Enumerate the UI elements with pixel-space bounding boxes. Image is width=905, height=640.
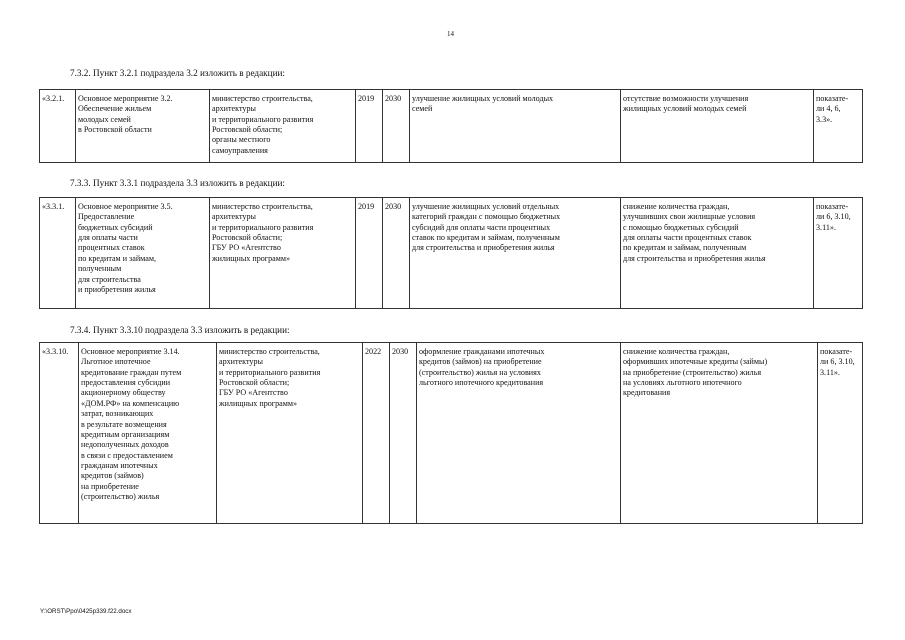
page-number: 14	[447, 30, 454, 38]
cell-start-year: 2022	[363, 347, 390, 524]
cell-number: «3.2.1.	[40, 94, 76, 163]
cell-executor: министерство строительства, архитектуры и территориального развития Ростовской области; органы местного самоуправления	[210, 94, 356, 163]
instruction-7-3-3: 7.3.3. Пункт 3.3.1 подраздела 3.3 изложить в редакции:	[70, 178, 285, 188]
cell-number: «3.3.10.	[40, 347, 79, 524]
cell-start-year: 2019	[356, 94, 383, 163]
cell-executor: министерство строительства, архитектуры и территориального развития Ростовской области; ГБУ РО «Агентство жилищных программ»	[217, 347, 363, 524]
cell-expected-result: улучшение жилищных условий молодых семей	[410, 94, 621, 163]
cell-measure: Основное мероприятие 3.5. Предоставление бюджетных субсидий для оплаты части процентных ставок по кредитам и займам, полученным для строительства и приобретения жилья	[76, 202, 210, 309]
cell-expected-result: оформление гражданами ипотечных кредитов (займов) на приобретение (строительство) жилья на условиях льготного ипотечного кредитования	[417, 347, 621, 524]
cell-executor: министерство строительства, архитектуры и территориального развития Ростовской области; ГБУ РО «Агентство жилищных программ»	[210, 202, 356, 309]
cell-end-year: 2030	[383, 202, 410, 309]
cell-consequence: отсутствие возможности улучшения жилищных условий молодых семей	[621, 94, 814, 163]
cell-measure: Основное мероприятие 3.14. Льготное ипотечное кредитование граждан путем предоставления субсидии акционерному обществу «ДОМ.РФ» на компенсацию затрат, возникающих в результате возмещения кредитным организациям недополученных доходов в связи с предоставлением гражданам ипотечных кредитов (займов) на приобретение (строительство) жилья	[79, 347, 217, 524]
cell-expected-result: улучшение жилищных условий отдельных категорий граждан с помощью бюджетных субсидий для оплаты части процентных ставок по кредитам и займам, полученным для строительства и приобретения жилья	[410, 202, 621, 309]
cell-consequence: снижение количества граждан, оформивших ипотечные кредиты (займы) на приобретение (строительство) жилья на условиях льготного ипотечного кредитования	[621, 347, 818, 524]
cell-start-year: 2019	[356, 202, 383, 309]
instruction-7-3-2: 7.3.2. Пункт 3.2.1 подраздела 3.2 изложить в редакции:	[70, 68, 285, 78]
footer-file-path: Y:\ORST\Ppo\0425p339.f22.docx	[40, 608, 132, 615]
table-3-3-1	[39, 197, 863, 309]
table-3-2-1	[39, 89, 863, 163]
instruction-7-3-4: 7.3.4. Пункт 3.3.10 подраздела 3.3 изложить в редакции:	[70, 325, 290, 335]
cell-measure: Основное мероприятие 3.2. Обеспечение жильем молодых семей в Ростовской области	[76, 94, 210, 163]
cell-indicator-link: показате- ли 4, 6, 3.3».	[814, 94, 863, 163]
table-3-3-10	[39, 342, 863, 524]
table-row	[40, 347, 863, 524]
table-row	[40, 94, 863, 163]
table-row	[40, 202, 863, 309]
cell-indicator-link: показате- ли 6, 3.10, 3.11».	[814, 202, 863, 309]
cell-number: «3.3.1.	[40, 202, 76, 309]
cell-indicator-link: показате- ли 6, 3.10, 3.11».	[818, 347, 863, 524]
cell-consequence: снижение количества граждан, улучшивших свои жилищные условия с помощью бюджетных субсидий для оплаты части процентных ставок по кредитам и займам, полученным для строительства и приобретения жилья	[621, 202, 814, 309]
cell-end-year: 2030	[390, 347, 417, 524]
cell-end-year: 2030	[383, 94, 410, 163]
